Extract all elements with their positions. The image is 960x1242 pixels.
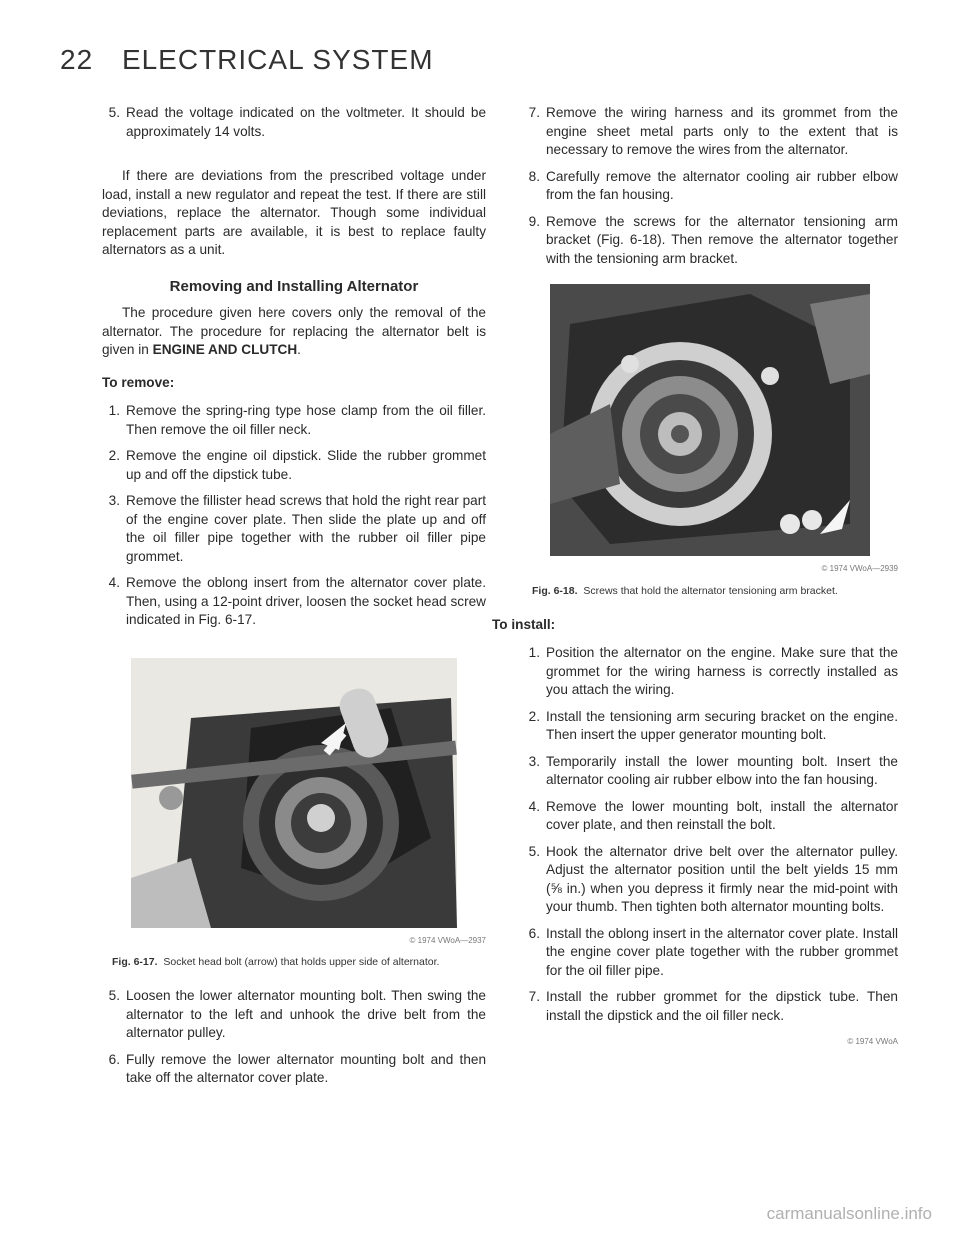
step-number: 1. bbox=[108, 403, 120, 418]
step-text: Remove the spring-ring type hose clamp from the oil filler. Then remove the oil filler neck. bbox=[126, 403, 486, 437]
deviation-paragraph: If there are deviations from the prescribed voltage under load, install a new regulator and repeat the test. If there are still deviations, replace the alternator. Though some individual replacement parts are available, it is best to replace faulty alternators as a unit. bbox=[102, 168, 486, 257]
step-number: 4. bbox=[528, 798, 540, 814]
left-column bbox=[102, 104, 486, 1096]
step-text: Remove the wiring harness and its grommet from the engine sheet metal parts only to the extent that is necessary to remove the wires from the alternator. bbox=[546, 105, 898, 157]
list-item bbox=[522, 644, 898, 700]
list-item bbox=[522, 104, 898, 160]
list-item bbox=[102, 447, 486, 484]
caption-text: Socket head bolt (arrow) that holds upper side of alternator. bbox=[163, 956, 440, 968]
step-number: 7. bbox=[528, 105, 540, 120]
figure-caption bbox=[532, 585, 898, 598]
step-number: 6. bbox=[108, 1051, 120, 1067]
list-item bbox=[522, 708, 898, 745]
step-text: Read the voltage indicated on the voltmeter. It should be approximately 14 volts. bbox=[126, 105, 486, 139]
step-text: Install the rubber grommet for the dipstick tube. Then install the dipstick and the oil filler neck. bbox=[546, 989, 898, 1023]
end-credit: © 1974 VWoA bbox=[847, 1037, 898, 1046]
list-item bbox=[522, 843, 898, 917]
list-item bbox=[522, 925, 898, 981]
step-number: 3. bbox=[528, 753, 540, 769]
step-text: Carefully remove the alternator cooling air rubber elbow from the fan housing. bbox=[546, 168, 898, 202]
watermark: carmanualsonline.info bbox=[766, 1204, 932, 1223]
list-item bbox=[102, 1051, 486, 1088]
intro-text: The procedure given here covers only the removal of the alternator. The procedure for replacing the alternator belt is given in bbox=[102, 305, 486, 357]
list-item bbox=[522, 988, 898, 1025]
page-header bbox=[60, 44, 434, 76]
remove-steps-continued bbox=[102, 987, 486, 1088]
step-text: Install the oblong insert in the alternator cover plate. Install the engine cover plate together with the rubber grommet for the oil filler pipe. bbox=[546, 925, 898, 978]
figure-number: Fig. 6-18. bbox=[532, 584, 578, 597]
step-number: 8. bbox=[528, 168, 540, 184]
to-remove-label: To remove: bbox=[102, 374, 175, 390]
section-heading: Removing and Installing Alternator bbox=[169, 277, 419, 295]
step-number: 5. bbox=[528, 843, 540, 859]
list-item bbox=[102, 492, 486, 566]
list-item bbox=[522, 753, 898, 790]
remove-steps bbox=[102, 402, 486, 630]
step-number: 2. bbox=[108, 448, 120, 463]
step-text: Remove the engine oil dipstick. Slide the rubber grommet up and off the dipstick tube. bbox=[126, 448, 486, 482]
step-text: Position the alternator on the engine. Make sure that the grommet for the wiring harness is correctly installed as you attach the wiring. bbox=[546, 645, 898, 697]
figure-caption bbox=[112, 956, 486, 969]
to-install-label: To install: bbox=[492, 616, 556, 632]
step-read-voltage bbox=[102, 104, 486, 141]
intro-paragraph bbox=[102, 304, 486, 360]
step-number: 5. bbox=[108, 988, 120, 1003]
figure-6-17-photo bbox=[131, 658, 457, 928]
list-item bbox=[522, 798, 898, 835]
step-number: 1. bbox=[528, 645, 540, 660]
step-text: Loosen the lower alternator mounting bolt. Then swing the alternator to the left and unhook the drive belt from the alternator pulley. bbox=[126, 988, 486, 1040]
alternator-photo-illustration bbox=[131, 658, 457, 928]
intro-end: . bbox=[297, 342, 301, 357]
install-steps bbox=[522, 644, 898, 1025]
chapter-title: ELECTRICAL SYSTEM bbox=[121, 44, 434, 75]
step-text: Install the tensioning arm securing bracket on the engine. Then insert the upper generator mounting bolt. bbox=[546, 708, 898, 742]
remove-steps-continued bbox=[522, 104, 898, 268]
right-column bbox=[492, 104, 898, 1058]
figure-6-18-photo bbox=[550, 284, 870, 556]
list-item bbox=[102, 402, 486, 439]
step-number: 3. bbox=[108, 493, 120, 508]
step-number: 9. bbox=[528, 213, 540, 229]
page-number: 22 bbox=[60, 44, 94, 75]
step-text: Fully remove the lower alternator mounting bolt and then take off the alternator cover plate. bbox=[126, 1051, 486, 1085]
figure-credit: © 1974 VWoA—2939 bbox=[821, 564, 898, 573]
list-item bbox=[522, 168, 898, 205]
step-number: 7. bbox=[528, 989, 540, 1004]
figure-number: Fig. 6-17. bbox=[112, 956, 158, 968]
chapter-reference: ENGINE AND CLUTCH bbox=[152, 342, 298, 357]
step-text: Remove the oblong insert from the alternator cover plate. Then, using a 12-point driver, loosen the socket head screw indicated in Fig. 6-17. bbox=[126, 575, 486, 627]
step-number: 4. bbox=[108, 575, 120, 590]
figure-credit: © 1974 VWoA—2937 bbox=[409, 935, 486, 945]
step-number: 5. bbox=[108, 105, 120, 120]
list-item bbox=[102, 987, 486, 1043]
list-item bbox=[102, 574, 486, 630]
list-item bbox=[522, 213, 898, 269]
step-number: 2. bbox=[528, 708, 540, 724]
step-text: Hook the alternator drive belt over the alternator pulley. Adjust the alternator position until the belt yields 15 mm (⅝ in.) when you depress it firmly near the mid-point with your thumb. Then tighten both alternator mounting bolts. bbox=[546, 843, 898, 914]
step-number: 6. bbox=[528, 925, 540, 941]
step-text: Remove the fillister head screws that hold the right rear part of the engine cover plate. Then slide the plate up and off the oil filler pipe together with the rubber oil filler pipe grommet. bbox=[126, 493, 486, 564]
caption-text: Screws that hold the alternator tensioning arm bracket. bbox=[583, 584, 838, 597]
step-text: Remove the lower mounting bolt, install the alternator cover plate, and then reinstall the bolt. bbox=[546, 798, 898, 832]
step-text: Remove the screws for the alternator tensioning arm bracket (Fig. 6-18). Then remove the alternator together with the tensioning arm bracket. bbox=[546, 213, 898, 266]
step-text: Temporarily install the lower mounting bolt. Insert the alternator cooling air rubber elbow into the fan housing. bbox=[546, 753, 898, 787]
alternator-bracket-photo-illustration bbox=[550, 284, 870, 556]
